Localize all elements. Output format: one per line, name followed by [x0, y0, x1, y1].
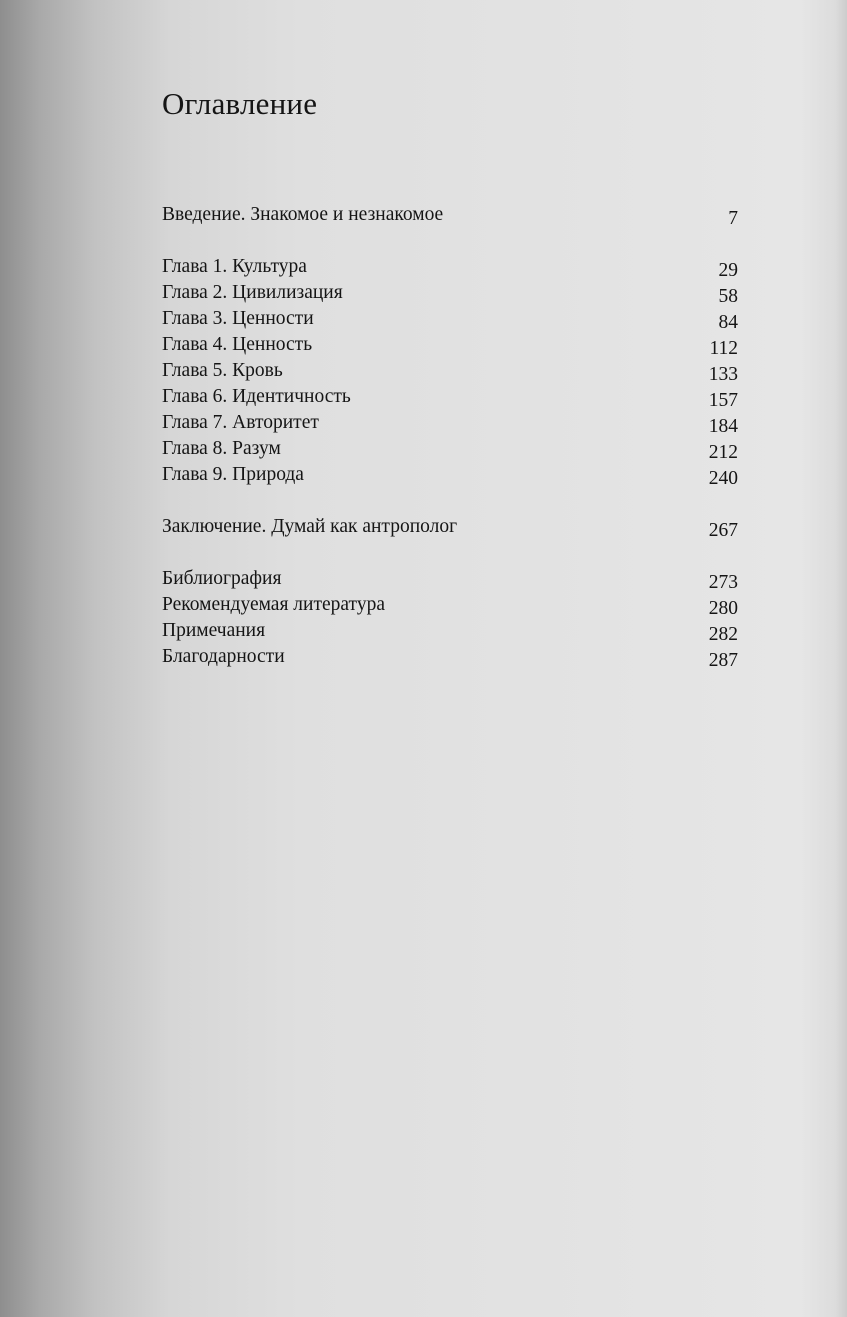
toc-entry-page: 133	[708, 364, 738, 385]
toc-entry-chapter-9	[162, 462, 738, 488]
toc-entry-page: 280	[708, 598, 738, 619]
toc-entry-label: Примечания	[162, 620, 266, 641]
toc-entry-chapter-5	[162, 358, 738, 384]
toc-entry-page: 184	[708, 416, 738, 437]
toc-entry-page: 29	[718, 260, 738, 281]
toc-entry-label: Глава 6. Идентичность	[162, 386, 351, 407]
toc-entry-page: 212	[708, 442, 738, 463]
toc-entry-notes	[162, 618, 738, 644]
toc-entry-introduction	[162, 202, 738, 228]
toc-entry-chapter-6	[162, 384, 738, 410]
toc-entry-chapter-4	[162, 332, 738, 358]
toc-entry-page: 7	[728, 208, 738, 229]
toc-entry-page: 240	[708, 468, 738, 489]
toc-entry-label: Глава 9. Природа	[162, 464, 304, 485]
toc-entry-page: 84	[718, 312, 738, 333]
toc-entry-bibliography	[162, 566, 738, 592]
toc-entry-label: Библиография	[162, 568, 282, 589]
toc-entry-page: 58	[718, 286, 738, 307]
toc-entry-page: 273	[708, 572, 738, 593]
toc-entry-page: 157	[708, 390, 738, 411]
toc-entry-acknowledgements	[162, 644, 738, 670]
toc-entry-label: Глава 8. Разум	[162, 438, 281, 459]
toc-entry-chapter-2	[162, 280, 738, 306]
toc-entry-chapter-3	[162, 306, 738, 332]
toc-entry-page: 267	[708, 520, 738, 541]
page-title: Оглавление	[162, 86, 318, 121]
toc-entry-label: Глава 4. Ценность	[162, 334, 313, 355]
page-edge-shadow	[835, 0, 847, 1317]
toc-entry-label: Введение. Знакомое и незнакомое	[162, 204, 444, 225]
toc-entry-page: 282	[708, 624, 738, 645]
toc-entry-label: Глава 7. Авторитет	[162, 412, 319, 433]
toc-entry-conclusion	[162, 514, 738, 540]
toc-entry-label: Глава 3. Ценности	[162, 308, 314, 329]
toc-entry-label: Глава 2. Цивилизация	[162, 282, 343, 303]
toc-entry-chapter-1	[162, 254, 738, 280]
toc-entry-page: 287	[708, 650, 738, 671]
toc-entry-label: Заключение. Думай как антрополог	[162, 516, 458, 537]
toc-entry-label: Благодарности	[162, 646, 285, 667]
toc-entry-chapter-8	[162, 436, 738, 462]
toc-entry-chapter-7	[162, 410, 738, 436]
toc-entry-page: 112	[709, 338, 738, 359]
toc-entry-label: Глава 1. Культура	[162, 256, 307, 277]
toc-entry-label: Глава 5. Кровь	[162, 360, 283, 381]
toc-entry-label: Рекомендуемая литература	[162, 594, 385, 615]
toc-entry-recommended-reading	[162, 592, 738, 618]
